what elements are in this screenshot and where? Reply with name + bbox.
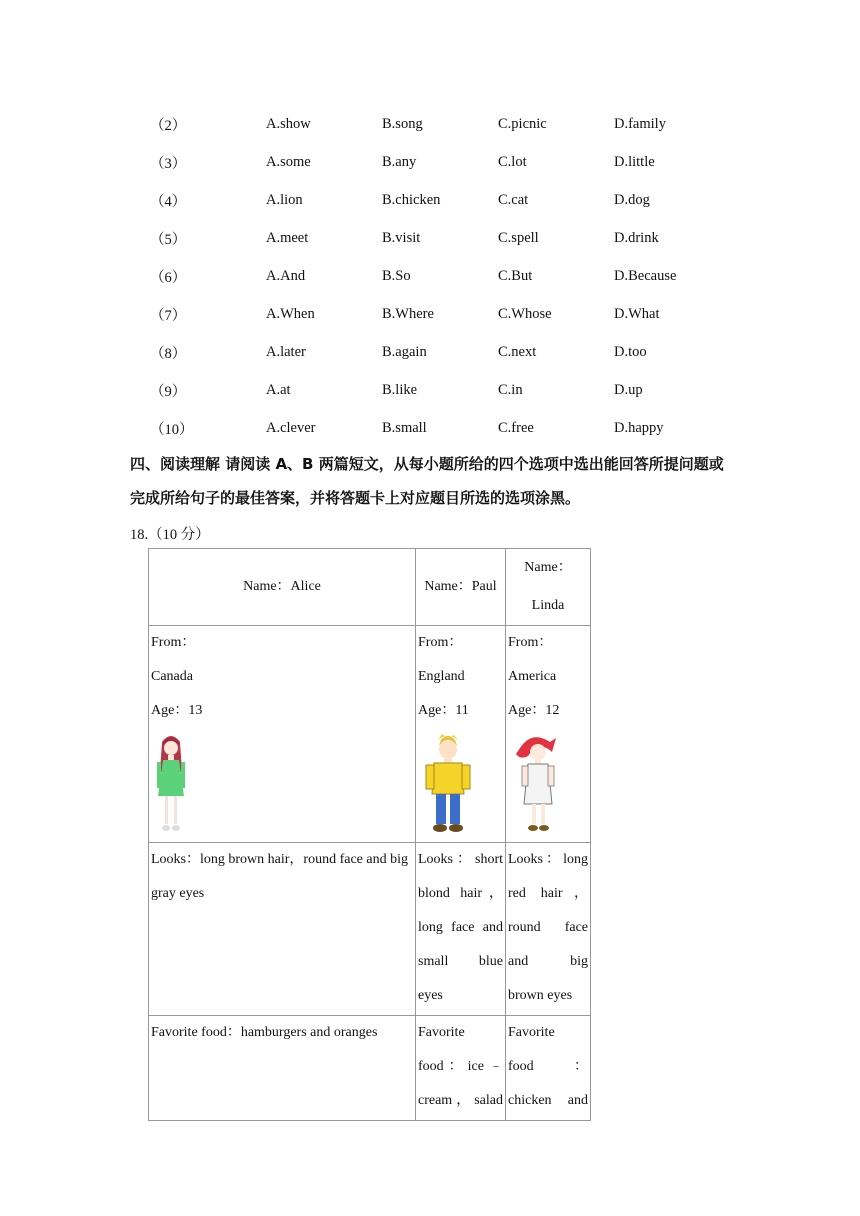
looks-line: long face and bbox=[418, 920, 503, 935]
looks-line: blond hair， bbox=[418, 886, 503, 901]
question-label: 18.（10 分） bbox=[130, 527, 210, 543]
option-row bbox=[150, 371, 734, 409]
option-b: B.small bbox=[382, 419, 427, 436]
option-row bbox=[150, 333, 734, 371]
looks-line: eyes bbox=[418, 988, 443, 1003]
looks-line: small blue bbox=[418, 954, 503, 969]
option-a: A.at bbox=[266, 381, 291, 398]
option-c: C.in bbox=[498, 381, 523, 398]
food-row bbox=[149, 1016, 591, 1121]
option-c: C.next bbox=[498, 343, 537, 360]
option-a: A.clever bbox=[266, 419, 316, 436]
food-line: Favorite bbox=[508, 1025, 555, 1040]
food-line: food：ice﹣ bbox=[418, 1059, 503, 1074]
options-table bbox=[150, 105, 734, 447]
option-d: D.happy bbox=[614, 419, 664, 436]
looks-row bbox=[149, 843, 591, 1016]
option-c: C.picnic bbox=[498, 115, 547, 132]
name-linda: Name：Linda bbox=[506, 549, 591, 626]
option-a: A.show bbox=[266, 115, 311, 132]
question-number: （10） bbox=[150, 421, 194, 438]
section-heading-line2: 完成所给句子的最佳答案，并将答题卡上对应题目所选的选项涂黑。 bbox=[130, 489, 581, 507]
looks-line: round face bbox=[508, 920, 588, 935]
section-heading-line1: 四、阅读理解 请阅读 A、B 两篇短文，从每小题所给的四个选项中选出能回答所提问题或 bbox=[130, 455, 724, 473]
linda-picture bbox=[508, 732, 568, 836]
option-b: B.So bbox=[382, 267, 411, 284]
option-d: D.Because bbox=[614, 267, 677, 284]
question-number: （2） bbox=[150, 117, 187, 134]
food-line: cream，salad bbox=[418, 1093, 503, 1108]
linda-looks bbox=[506, 843, 591, 1016]
option-a: A.When bbox=[266, 305, 315, 322]
option-b: B.Where bbox=[382, 305, 434, 322]
alice-country: Canada bbox=[151, 669, 193, 684]
option-d: D.up bbox=[614, 381, 643, 398]
linda-food bbox=[506, 1016, 591, 1121]
option-b: B.visit bbox=[382, 229, 421, 246]
option-row bbox=[150, 181, 734, 219]
food-line: food： bbox=[508, 1059, 588, 1074]
option-b: B.song bbox=[382, 115, 423, 132]
looks-line: Looks：long bbox=[508, 852, 588, 867]
question-number: （3） bbox=[150, 155, 187, 172]
from-label: From： bbox=[151, 635, 196, 650]
looks-line: brown eyes bbox=[508, 988, 573, 1003]
option-a: A.And bbox=[266, 267, 306, 284]
question-number: （6） bbox=[150, 269, 187, 286]
looks-line: gray eyes bbox=[151, 886, 205, 901]
option-a: A.later bbox=[266, 343, 306, 360]
option-d: D.little bbox=[614, 153, 655, 170]
paul-food bbox=[416, 1016, 506, 1121]
paul-age: Age：11 bbox=[418, 703, 469, 718]
food-line: Favorite bbox=[418, 1025, 465, 1040]
option-c: C.free bbox=[498, 419, 534, 436]
option-a: A.lion bbox=[266, 191, 303, 208]
looks-line: Looks：short bbox=[418, 852, 503, 867]
alice-food bbox=[149, 1016, 416, 1121]
linda-info bbox=[506, 626, 591, 843]
option-c: C.cat bbox=[498, 191, 529, 208]
option-c: C.spell bbox=[498, 229, 539, 246]
option-c: C.Whose bbox=[498, 305, 552, 322]
option-row bbox=[150, 105, 734, 143]
option-d: D.drink bbox=[614, 229, 659, 246]
looks-line: red hair， bbox=[508, 886, 588, 901]
option-row bbox=[150, 219, 734, 257]
option-c: C.But bbox=[498, 267, 533, 284]
alice-picture bbox=[151, 732, 191, 836]
option-row bbox=[150, 295, 734, 333]
option-b: B.chicken bbox=[382, 191, 441, 208]
looks-line: Looks：long brown hair，round face and big bbox=[151, 852, 408, 867]
paul-info bbox=[416, 626, 506, 843]
food-line: Favorite food：hamburgers and oranges bbox=[151, 1025, 378, 1040]
question-number: （7） bbox=[150, 307, 187, 324]
option-b: B.any bbox=[382, 153, 417, 170]
option-b: B.like bbox=[382, 381, 418, 398]
name-alice: Name：Alice bbox=[149, 549, 416, 626]
alice-looks bbox=[149, 843, 416, 1016]
profile-table bbox=[148, 548, 591, 1121]
option-row bbox=[150, 257, 734, 295]
option-a: A.meet bbox=[266, 229, 309, 246]
paul-picture bbox=[418, 732, 478, 836]
name-paul: Name：Paul bbox=[416, 549, 506, 626]
from-label: From： bbox=[418, 635, 463, 650]
option-a: A.some bbox=[266, 153, 311, 170]
linda-age: Age：12 bbox=[508, 703, 560, 718]
option-d: D.too bbox=[614, 343, 647, 360]
alice-info bbox=[149, 626, 416, 843]
looks-line: and big bbox=[508, 954, 588, 969]
option-d: D.dog bbox=[614, 191, 650, 208]
from-label: From： bbox=[508, 635, 553, 650]
info-row bbox=[149, 626, 591, 843]
option-row bbox=[150, 143, 734, 181]
question-number: （5） bbox=[150, 231, 187, 248]
option-b: B.again bbox=[382, 343, 427, 360]
option-d: D.family bbox=[614, 115, 666, 132]
name-row bbox=[149, 549, 591, 626]
question-number: （9） bbox=[150, 383, 187, 400]
linda-country: America bbox=[508, 669, 557, 684]
alice-age: Age：13 bbox=[151, 703, 203, 718]
paul-country: England bbox=[418, 669, 465, 684]
question-number: （4） bbox=[150, 193, 187, 210]
paul-looks bbox=[416, 843, 506, 1016]
option-c: C.lot bbox=[498, 153, 527, 170]
option-d: D.What bbox=[614, 305, 660, 322]
question-number: （8） bbox=[150, 345, 187, 362]
option-row bbox=[150, 409, 734, 447]
food-line: chicken and bbox=[508, 1093, 588, 1108]
